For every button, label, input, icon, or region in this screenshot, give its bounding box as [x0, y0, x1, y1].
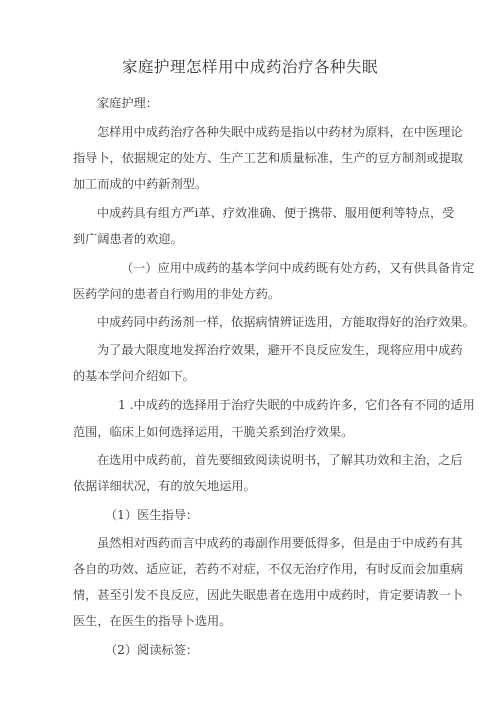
text-line: （一）应用中成药的基本学问中成药既有处方药，又有供具备肯定 [121, 261, 475, 275]
text-line: 情，甚至引发不良反应，因此失眠患者在选用中成药时，肯定要请教一卜 [73, 588, 463, 602]
text-line: 为了最大限度地发挥治疗效果，避开不良反应发生，现将应用中成药 [97, 343, 463, 357]
text-line: （2）阅读标签： [105, 643, 199, 657]
text-line: 在选用中成药前，首先要细致阅读说明书，了解其功效和主治，之后 [97, 453, 463, 467]
text-line: 依据详细状况，有的放矢地运用。 [73, 479, 256, 493]
document-title: 家庭护理怎样用中成药治疗各种失眠 [121, 58, 378, 76]
text-line: 怎样用中成药治疗各种失眠中成药是指以中药材为原料，在中医理论 [97, 125, 463, 139]
text-line: 1 .中成药的选择用于治疗失眠的中成药许多，它们各有不同的适用 [118, 398, 475, 412]
text-line: 医生，在医生的指导卜选用。 [73, 614, 232, 628]
text-line: 到广阔患者的欢迎。 [73, 232, 183, 246]
text-line: 中成药具有组方严i革、疗效准确、便于携带、服用便利等特点，受 [97, 206, 455, 220]
text-line: 各自的功效、适应证，若药不对症，不仅无治疗作用，有时反而会加重病 [73, 562, 463, 576]
text-line: 范围，临床上如何选择运用，干脆关系到治疗效果。 [73, 425, 354, 439]
text-line: 的基本学问介绍如下。 [73, 369, 195, 383]
text-line: 中成药同中药汤剂一样，依据病情辨证选用，方能取得好的治疗效果。 [97, 315, 475, 329]
text-line: 加工而成的中药新剂型。 [73, 177, 208, 191]
text-line: 虽然相对西药而言中成药的毒副作用要低得多，但是由于中成药有其 [97, 536, 463, 550]
text-line: 医药学问的患者自行购用的非处方药。 [73, 287, 281, 301]
text-line: 家庭护理： [97, 96, 158, 110]
text-line: （1）医生指导： [105, 508, 199, 522]
text-line: 指导卜，依据规定的处方、生产工艺和质量标准，生产的豆方制剂或提取 [73, 151, 463, 165]
